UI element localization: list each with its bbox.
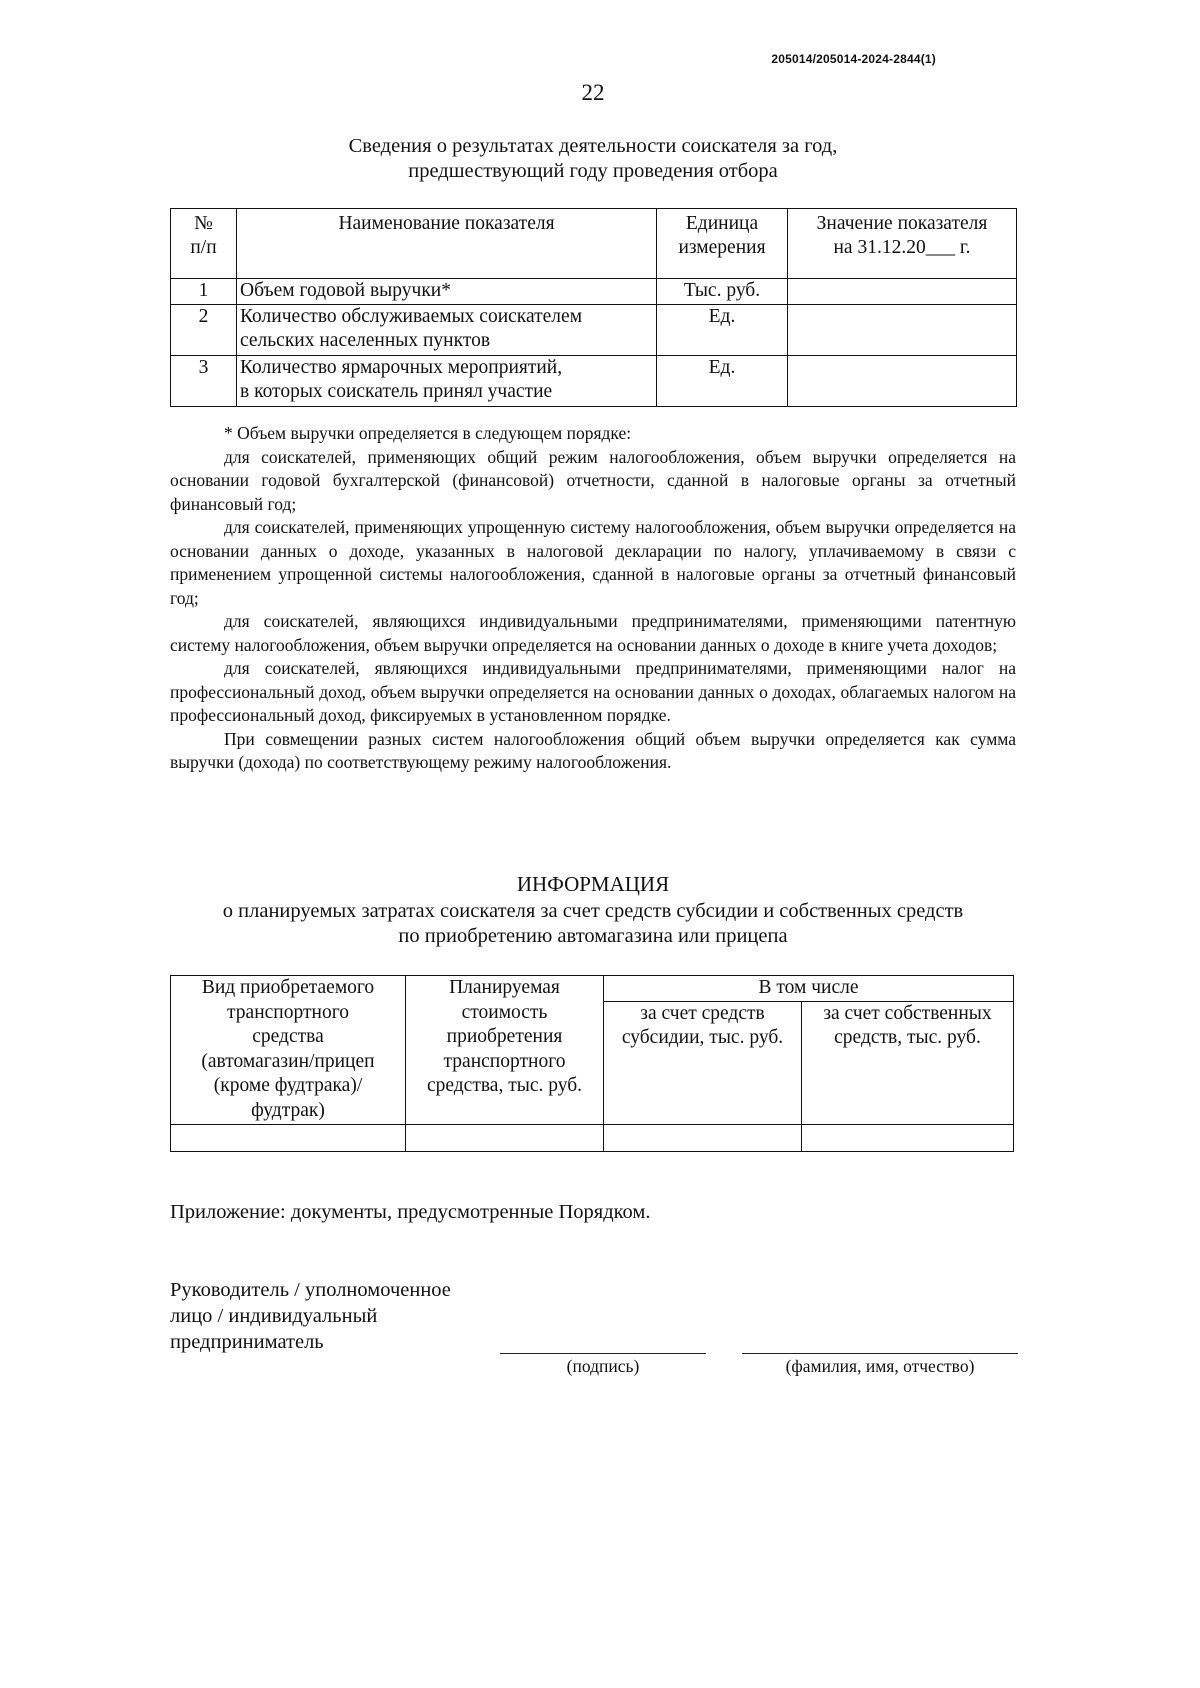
empty-cell[interactable]: [406, 1124, 604, 1151]
header-line: транспортного: [227, 1001, 349, 1023]
section1-title-line1: Сведения о результатах деятельности соискателя за год,: [348, 135, 838, 157]
planned-costs-header-row: [171, 976, 1014, 1002]
header-line: (автомагазин/прицеп: [201, 1050, 375, 1072]
note-paragraph: для соискателей, применяющих общий режим налогообложения, объем выручки определяется на основании годовой бухгалтерской (финансовой) отчетности, сданной в налоговые органы за отчетный финансовый год;: [170, 446, 1016, 514]
header-num-line1: №: [194, 213, 213, 234]
header-line: средства, тыс. руб.: [426, 1075, 583, 1096]
document-id: 205014/205014-2024-2844(1): [771, 52, 936, 66]
section2-title: ИНФОРМАЦИЯ: [516, 872, 670, 896]
signer-line1: Руководитель / уполномоченное: [170, 1279, 451, 1301]
row-unit: Ед.: [657, 356, 788, 407]
header-line: средства: [252, 1026, 324, 1047]
header-own-funds: [802, 1001, 1014, 1124]
signer-block: [170, 1277, 451, 1355]
header-name-label: Наименование показателя: [338, 213, 555, 234]
header-line: за счет средств: [640, 1002, 765, 1024]
note-paragraph: * Объем выручки определяется в следующем порядке:: [224, 423, 632, 443]
planned-costs-table: [170, 975, 1014, 1152]
section2-subtitle-line1: о планируемых затратах соискателя за счет средств субсидии и собственных средств: [222, 900, 964, 922]
section2-subtitle-line2: по приобретению автомагазина или прицепа: [398, 925, 788, 947]
header-line: средств, тыс. руб.: [834, 1027, 981, 1048]
signature-line[interactable]: [500, 1353, 706, 1354]
empty-cell[interactable]: [171, 1124, 406, 1151]
header-planned-cost: [406, 976, 604, 1125]
row-num: 3: [171, 356, 237, 407]
table-row: [171, 305, 1017, 356]
header-line: транспортного: [443, 1050, 566, 1072]
header-line: приобретения: [446, 1026, 563, 1047]
section1-title: [0, 134, 1100, 184]
page-number: 22: [581, 80, 605, 105]
attachment-note: Приложение: документы, предусмотренные Порядком.: [170, 1201, 651, 1223]
empty-cell[interactable]: [604, 1124, 802, 1151]
row-name-line2: в которых соискатель принял участие: [240, 381, 553, 402]
row-value[interactable]: [788, 356, 1017, 407]
signer-line3: предприниматель: [170, 1331, 324, 1353]
name-caption: (фамилия, имя, отчество): [785, 1356, 975, 1376]
row-num: 2: [171, 305, 237, 356]
row-name-line1: Объем годовой выручки*: [240, 280, 451, 301]
table-row: [171, 356, 1017, 407]
header-line: (кроме фудтрака)/: [213, 1075, 363, 1096]
signer-line2: лицо / индивидуальный: [170, 1305, 378, 1327]
note-paragraph: для соискателей, являющихся индивидуальными предпринимателями, применяющими патентную систему налогообложения, объем выручки определяется на основании данных о доходе в книге учета доходов;: [170, 611, 1016, 655]
header-vehicle-type: [171, 976, 406, 1125]
signature-caption: (подпись): [566, 1356, 640, 1376]
row-name: [237, 305, 657, 356]
table-row: [171, 1124, 1014, 1151]
header-line: фудтрак): [251, 1099, 325, 1121]
section1-title-line2: предшествующий году проведения отбора: [408, 160, 778, 182]
row-name-line2: сельских населенных пунктов: [240, 330, 491, 351]
header-unit: [657, 209, 788, 279]
note-paragraph: для соискателей, являющихся индивидуальными предпринимателями, применяющими налог на профессиональный доход, объем выручки определяется на основании данных о доходах, облагаемых налогом на профессиональный доход, фиксируемых в установленном порядке.: [170, 658, 1016, 725]
header-line: Вид приобретаемого: [201, 977, 375, 998]
row-name: [237, 279, 657, 305]
header-including: В том числе: [604, 976, 1014, 1002]
header-num-line2: п/п: [190, 237, 217, 258]
header-unit-line1: Единица: [685, 213, 759, 234]
revenue-notes: [170, 422, 1016, 775]
header-value-line2: на 31.12.20___ г.: [833, 237, 971, 258]
table-row: [171, 279, 1017, 305]
header-unit-line2: измерения: [678, 237, 766, 258]
header-subsidy: [604, 1001, 802, 1124]
section2-subtitle: [0, 899, 1100, 949]
row-name-line1: Количество обслуживаемых соискателем: [240, 306, 583, 327]
note-paragraph: для соискателей, применяющих упрощенную систему налогообложения, объем выручки определяется на основании данных о доходе, указанных в налоговой декларации по налогу, уплачиваемому в связи с применением упрощенной системы налогообложения, сданной в налоговые органы за отчетный финансовый год;: [170, 517, 1016, 608]
header-line: стоимость: [461, 1001, 548, 1023]
row-value[interactable]: [788, 305, 1017, 356]
row-name-line1: Количество ярмарочных мероприятий,: [240, 357, 563, 378]
empty-cell[interactable]: [802, 1124, 1014, 1151]
row-num: 1: [171, 279, 237, 305]
header-num: [171, 209, 237, 279]
header-name: [237, 209, 657, 279]
header-value: [788, 209, 1017, 279]
row-unit: Ед.: [657, 305, 788, 356]
header-line: Планируемая: [449, 977, 560, 998]
header-line: за счет собственных: [823, 1002, 992, 1024]
results-table-header: [171, 209, 1017, 279]
name-line[interactable]: [742, 1353, 1018, 1354]
results-table: [170, 208, 1017, 407]
row-unit: Тыс. руб.: [657, 279, 788, 305]
row-name: [237, 356, 657, 407]
header-value-line1: Значение показателя: [816, 213, 988, 234]
header-line: субсидии, тыс. руб.: [621, 1027, 784, 1048]
row-value[interactable]: [788, 279, 1017, 305]
note-paragraph: При совмещении разных систем налогообложения общий объем выручки определяется как сумма выручки (дохода) по соответствующему режиму налогообложения.: [170, 728, 1016, 772]
